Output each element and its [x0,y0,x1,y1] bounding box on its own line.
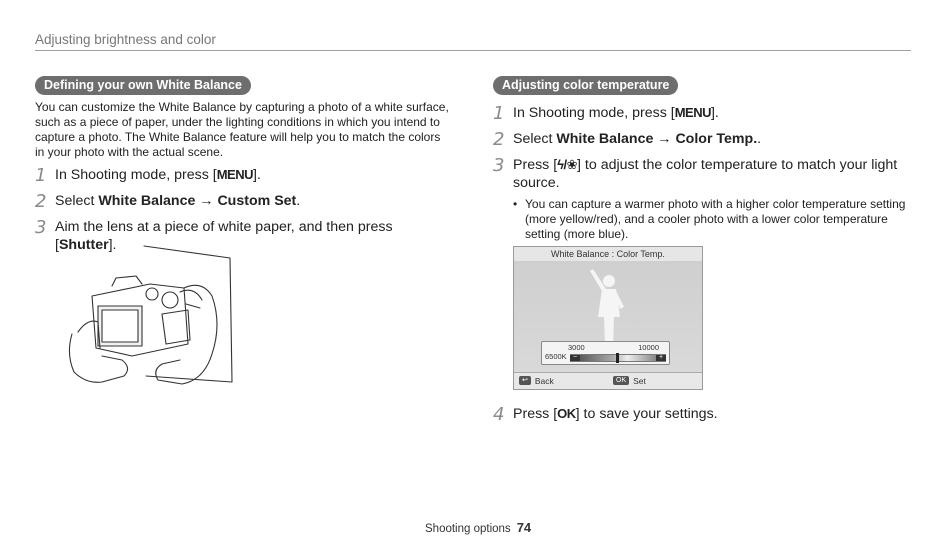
step-number: 2 [493,129,505,150]
minus-icon[interactable]: − [570,355,580,361]
left-step-2 [35,192,450,211]
right-column [493,76,913,252]
page-footer [425,520,531,535]
slider-min-label: 3000 [568,343,585,352]
bullet-dot-icon: • [513,197,518,211]
step-number: 4 [493,404,505,425]
person-silhouette-icon [584,267,630,347]
step-text: In Shooting mode, press [MENU]. [55,167,261,183]
ok-key-icon: OK [557,406,576,421]
right-step-3 [493,156,913,192]
left-column [35,76,450,261]
camera-white-paper-illustration [62,244,237,389]
back-control[interactable]: ↩ Back [519,373,554,389]
page-header: Adjusting brightness and color [35,32,911,51]
screen-title: White Balance : Color Temp. [514,247,702,261]
step-number: 1 [493,103,505,124]
step-text: Press [OK] to save your settings. [513,406,718,422]
screen-preview [514,261,702,373]
step-text: Select White Balance → Custom Set. [55,193,301,209]
tip-text: You can capture a warmer photo with a higher color temperature setting (more yellow/red), and a cooler photo with a lower color temperature setting (more blue). [525,197,906,241]
menu-key-icon: MENU [216,167,253,182]
step-text: In Shooting mode, press [MENU]. [513,105,719,121]
left-step-1 [35,166,450,185]
step-text: Press [ϟ/❀] to adjust the color temperature to match your light source. [513,157,898,191]
screen-footer [514,372,702,389]
step-number: 1 [35,165,47,186]
slider-track[interactable] [570,354,666,362]
camera-screen [513,246,703,390]
right-step-1 [493,104,913,123]
step-text: Aim the lens at a piece of white paper, and then press [Shutter]. [55,219,393,253]
footer-section: Shooting options [425,523,511,535]
set-control[interactable]: OK Set [613,373,646,389]
menu-key-icon: MENU [674,105,711,120]
slider-max-label: 10000 [638,343,659,352]
step-number: 3 [35,217,47,238]
page-number: 74 [516,520,532,535]
ok-key-icon: OK [613,376,629,385]
section-heading-custom-wb: Defining your own White Balance [35,76,251,95]
section-heading-color-temp: Adjusting color temperature [493,76,678,95]
intro-paragraph: You can customize the White Balance by capturing a photo of a white surface, such as a piece of paper, under the lighting conditions in which you intend to capture a photo. The White Balance feature will help you to match the colors in your photo with the actual scene. [35,100,449,159]
right-step-4 [493,405,913,424]
step-number: 3 [493,155,505,176]
flash-macro-key-icon: ϟ/❀ [557,157,578,172]
tip-bullet [513,197,913,242]
back-arrow-icon: ↩ [519,376,531,385]
color-temp-slider[interactable] [541,341,670,365]
step-text: Select White Balance → Color Temp.. [513,131,762,147]
right-step-2 [493,130,913,149]
slider-thumb[interactable] [616,353,619,363]
slider-current-value: 6500K [545,352,567,361]
step-number: 2 [35,191,47,212]
plus-icon[interactable]: + [656,355,666,361]
